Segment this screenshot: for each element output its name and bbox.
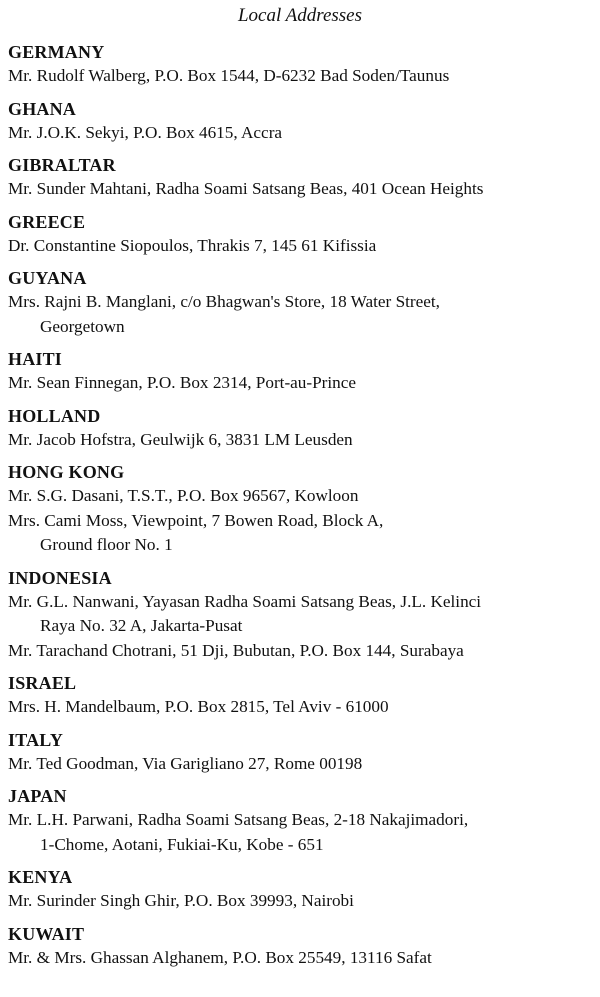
address-item	[8, 808, 592, 857]
address-item	[8, 290, 592, 339]
country-entry	[8, 566, 592, 664]
address-item	[8, 946, 592, 971]
page-title: Local Addresses	[237, 5, 363, 26]
country-heading: GHANA	[8, 98, 76, 119]
country-heading: JAPAN	[8, 786, 67, 806]
address-line: Mrs. Rajni B. Manglani, c/o Bhagwan's Store, 18 Water Street,	[8, 292, 440, 311]
address-item	[8, 752, 592, 777]
entry-spacer	[8, 89, 592, 97]
address-line: Mr. Jacob Hofstra, Geulwijk 6, 3831 LM Leusden	[8, 429, 353, 449]
country-entry	[8, 671, 592, 720]
address-line: Mr. Sean Finnegan, P.O. Box 2314, Port-au-Prince	[8, 373, 357, 392]
country-entry	[8, 153, 592, 202]
address-item	[8, 639, 592, 664]
address-line: Mr. G.L. Nanwani, Yayasan Radha Soami Satsang Beas, J.L. Kelinci	[8, 591, 482, 611]
address-item	[8, 590, 592, 639]
country-heading: INDONESIA	[8, 567, 112, 588]
country-entry	[8, 784, 592, 857]
entry-spacer	[8, 720, 592, 728]
country-heading: HONG KONG	[8, 462, 125, 482]
country-entry	[8, 404, 592, 453]
address-line: Mr. Rudolf Walberg, P.O. Box 1544, D-6232 Bad Soden/Taunus	[8, 66, 450, 85]
country-entry	[8, 728, 592, 777]
address-item	[8, 889, 592, 914]
address-line: Dr. Constantine Siopoulos, Thrakis 7, 145 61 Kifissia	[8, 235, 377, 255]
country-entry	[8, 210, 592, 259]
entry-spacer	[8, 145, 592, 153]
address-item	[8, 64, 592, 89]
entry-spacer	[8, 396, 592, 404]
entry-spacer	[8, 857, 592, 865]
entry-spacer	[8, 202, 592, 210]
address-continuation: Georgetown	[40, 316, 125, 336]
country-entry	[8, 97, 592, 146]
country-heading: GREECE	[8, 211, 86, 232]
address-line: Mr. Ted Goodman, Via Garigliano 27, Rome 00198	[8, 753, 363, 773]
country-heading: GERMANY	[8, 42, 105, 62]
address-line: Mr. & Mrs. Ghassan Alghanem, P.O. Box 25549, 13116 Safat	[8, 947, 432, 967]
country-heading: ISRAEL	[8, 673, 77, 693]
address-line: Mr. Sunder Mahtani, Radha Soami Satsang Beas, 401 Ocean Heights	[8, 179, 484, 198]
address-line: Mr. Tarachand Chotrani, 51 Dji, Bubutan, P.O. Box 144, Surabaya	[8, 640, 464, 660]
address-continuation: Raya No. 32 A, Jakarta-Pusat	[40, 616, 243, 635]
entry-spacer	[8, 452, 592, 460]
address-line: Mr. S.G. Dasani, T.S.T., P.O. Box 96567, Kowloon	[8, 486, 359, 505]
country-heading: HAITI	[8, 349, 63, 369]
country-heading: GIBRALTAR	[8, 155, 116, 175]
entry-spacer	[8, 914, 592, 922]
address-line: Mrs. Cami Moss, Viewpoint, 7 Bowen Road, Block A,	[8, 510, 384, 530]
address-item	[8, 484, 592, 509]
country-entry	[8, 865, 592, 914]
address-item	[8, 509, 592, 558]
address-item	[8, 177, 592, 202]
address-continuation: Ground floor No. 1	[40, 535, 173, 554]
entry-spacer	[8, 776, 592, 784]
country-heading: GUYANA	[8, 268, 87, 288]
address-line: Mr. J.O.K. Sekyi, P.O. Box 4615, Accra	[8, 122, 283, 142]
address-continuation: 1-Chome, Aotani, Fukiai-Ku, Kobe - 651	[40, 834, 324, 854]
country-heading: KENYA	[8, 867, 73, 887]
address-item	[8, 371, 592, 396]
address-item	[8, 121, 592, 146]
entry-spacer	[8, 339, 592, 347]
country-entry	[8, 922, 592, 971]
country-entry	[8, 347, 592, 396]
address-item	[8, 234, 592, 259]
entry-spacer	[8, 558, 592, 566]
entry-spacer	[8, 258, 592, 266]
country-heading: ITALY	[8, 729, 64, 750]
address-item	[8, 428, 592, 453]
address-line: Mr. Surinder Singh Ghir, P.O. Box 39993, Nairobi	[8, 891, 354, 910]
address-line: Mrs. H. Mandelbaum, P.O. Box 2815, Tel Aviv - 61000	[8, 697, 389, 716]
country-heading: KUWAIT	[8, 923, 85, 944]
address-list	[8, 40, 592, 970]
country-entry	[8, 266, 592, 339]
country-heading: HOLLAND	[8, 405, 101, 426]
address-item	[8, 695, 592, 720]
address-line: Mr. L.H. Parwani, Radha Soami Satsang Beas, 2-18 Nakajimadori,	[8, 810, 469, 829]
entry-spacer	[8, 663, 592, 671]
country-entry	[8, 460, 592, 558]
country-entry	[8, 40, 592, 89]
